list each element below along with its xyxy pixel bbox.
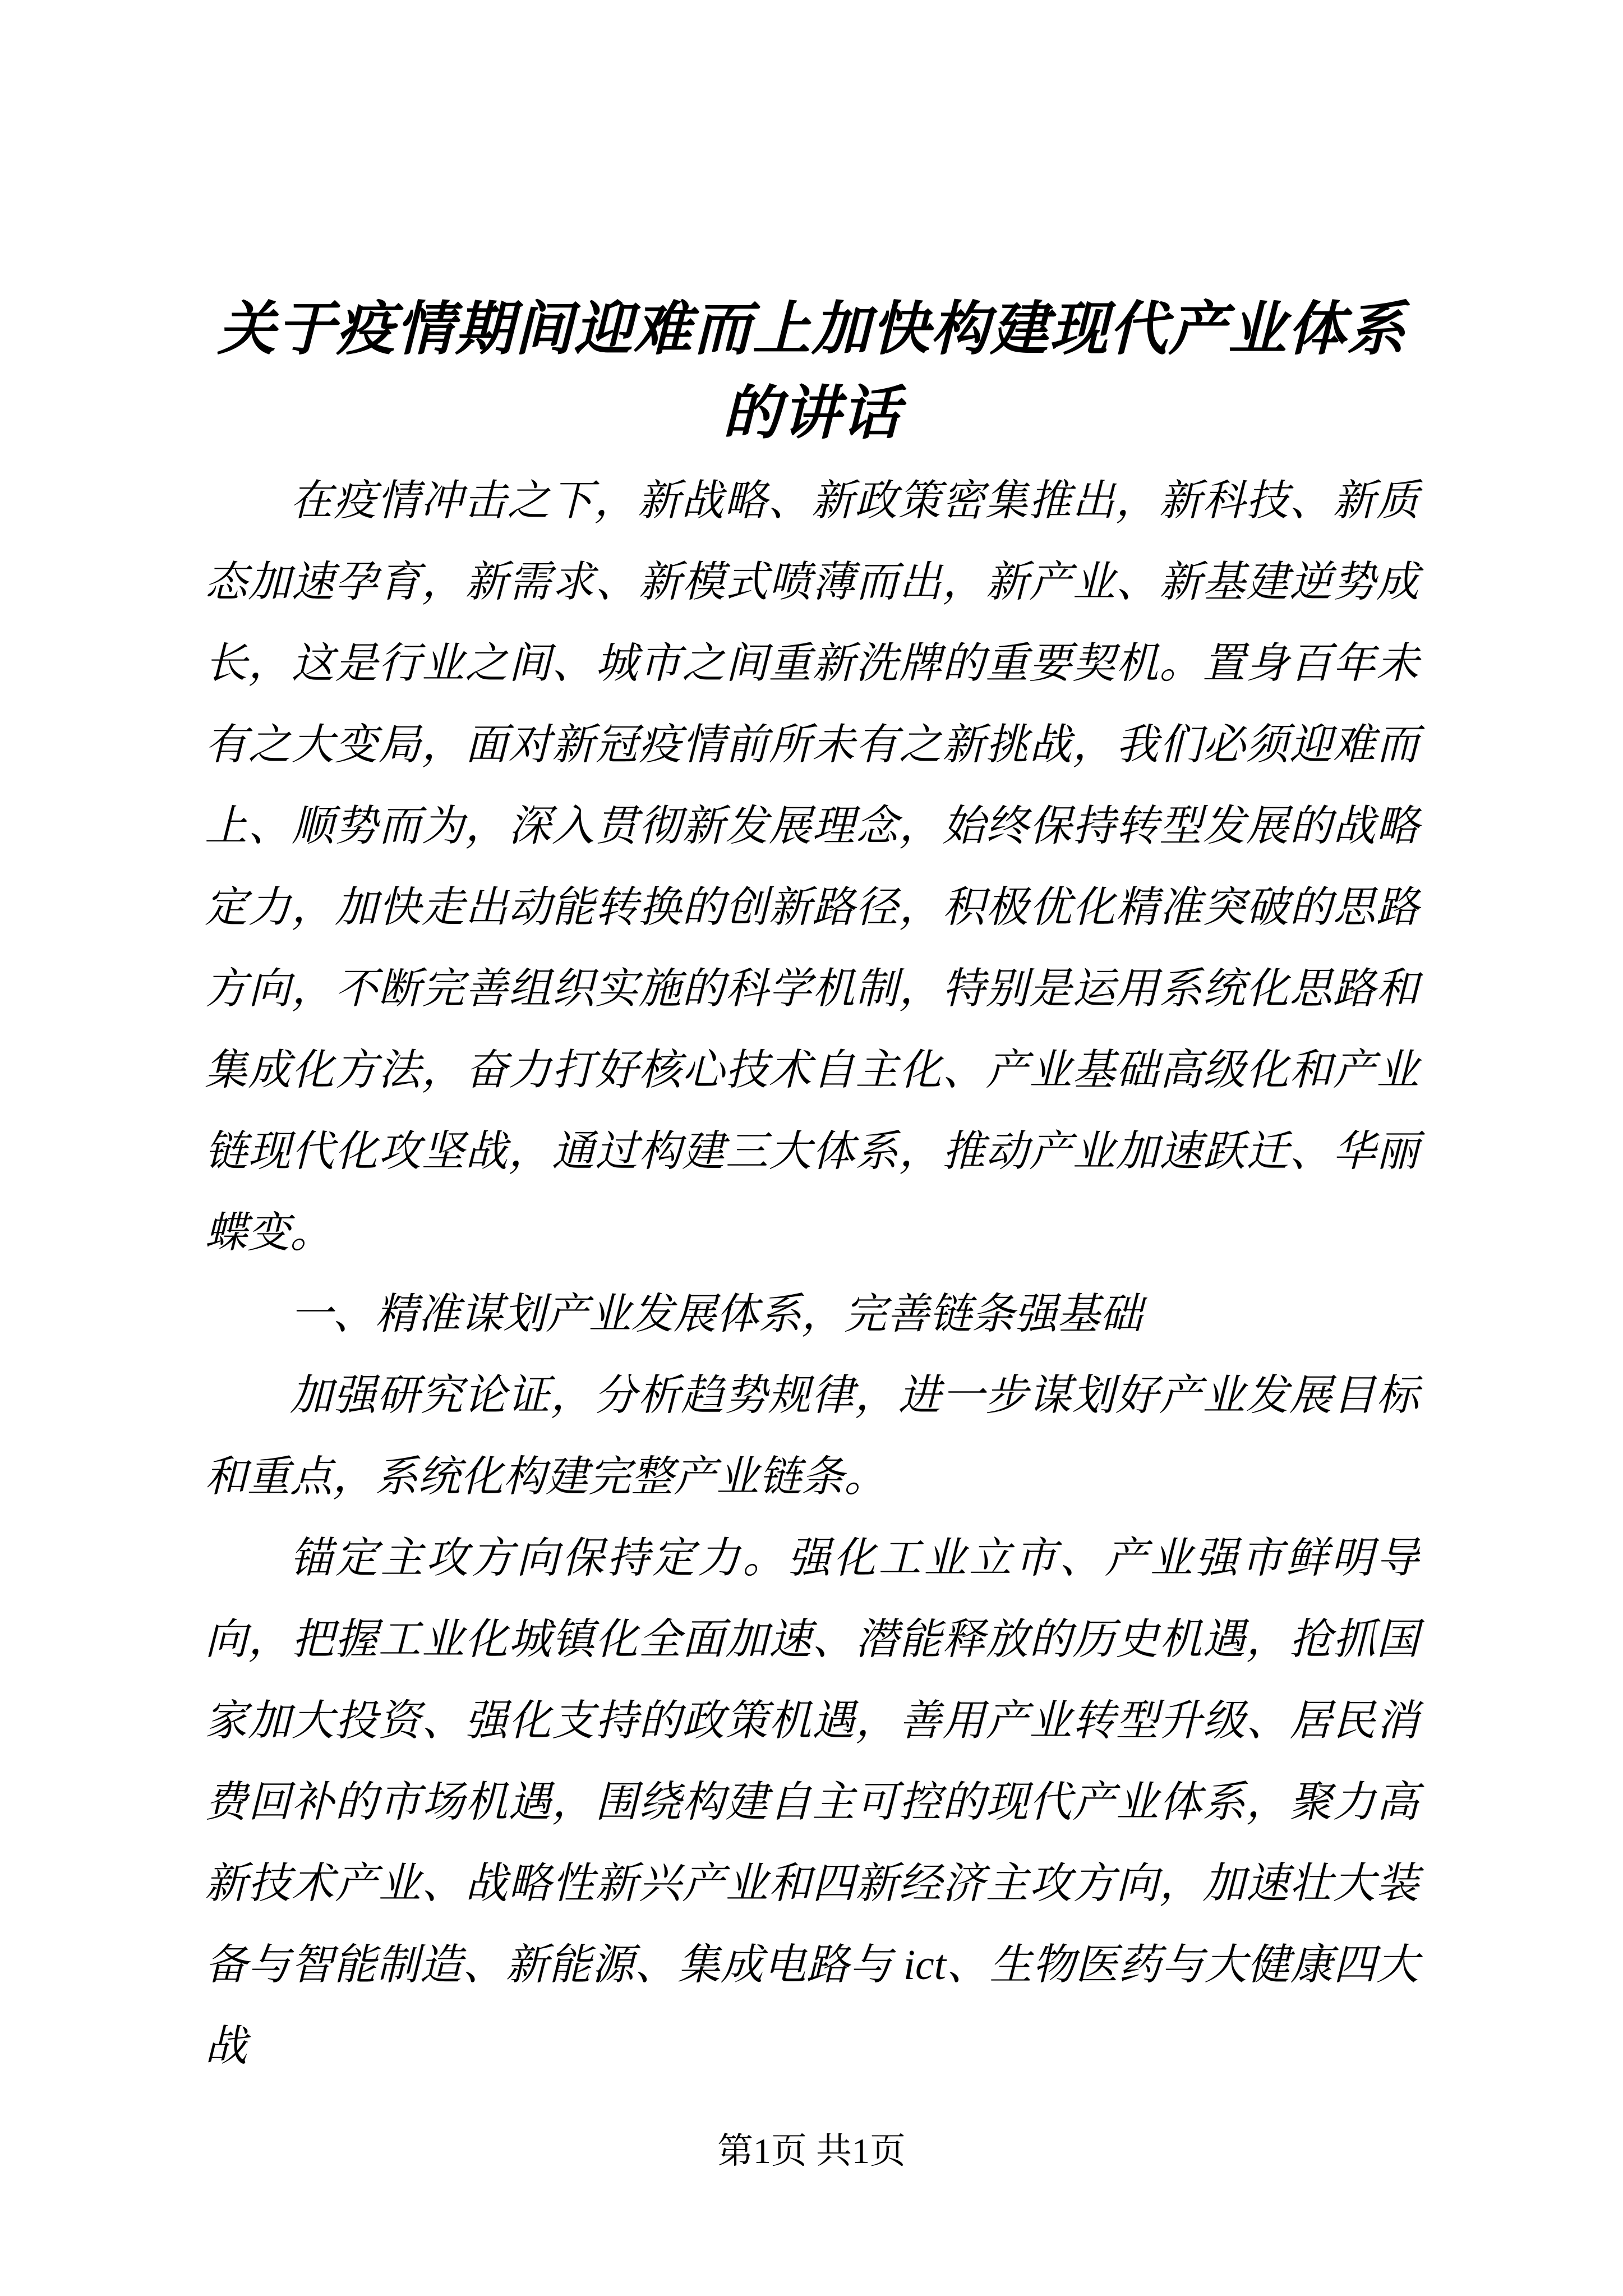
paragraph: 在疫情冲击之下，新战略、新政策密集推出，新科技、新质态加速孕育，新需求、新模式喷薄而出，新产业、新基建逆势成长，这是行业之间、城市之间重新洗牌的重要契机。置身百年未有之大变局，面对新冠疫情前所未有之新挑战，我们必须迎难而上、顺势而为，深入贯彻新发展理念，始终保持转型发展的战略定力，加快走出动能转换的创新路径，积极优化精准突破的思路方向，不断完善组织实施的科学机制，特别是运用系统化思路和集成化方法，奋力打好核心技术自主化、产业基础高级化和产业链现代化攻坚战，通过构建三大体系，推动产业加速跃迁、华丽蝶变。 (205, 477, 1419, 1257)
section-heading: 一、精准谋划产业发展体系，完善链条强基础 (290, 1291, 1142, 1338)
document-title: 关于疫情期间迎难而上加快构建现代产业体系的讲话 (217, 297, 1407, 446)
page-number-label: 第1页 共1页 (717, 2131, 906, 2171)
page-footer (0, 2126, 1623, 2177)
document-content (205, 288, 1419, 2087)
paragraph: 加强研究论证，分析趋势规律，进一步谋划好产业发展目标和重点，系统化构建完整产业链条。 (205, 1372, 1419, 1501)
document-body (205, 461, 1419, 2087)
paragraph: 锚定主攻方向保持定力。强化工业立市、产业强市鲜明导向，把握工业化城镇化全面加速、潜能释放的历史机遇，抢抓国家加大投资、强化支持的政策机遇，善用产业转型升级、居民消费回补的市场机遇，围绕构建自主可控的现代产业体系，聚力高新技术产业、战略性新兴产业和四新经济主攻方向，加速壮大装备与智能制造、新能源、集成电路与 ict、生物医药与大健康四大战 (205, 1535, 1419, 2070)
